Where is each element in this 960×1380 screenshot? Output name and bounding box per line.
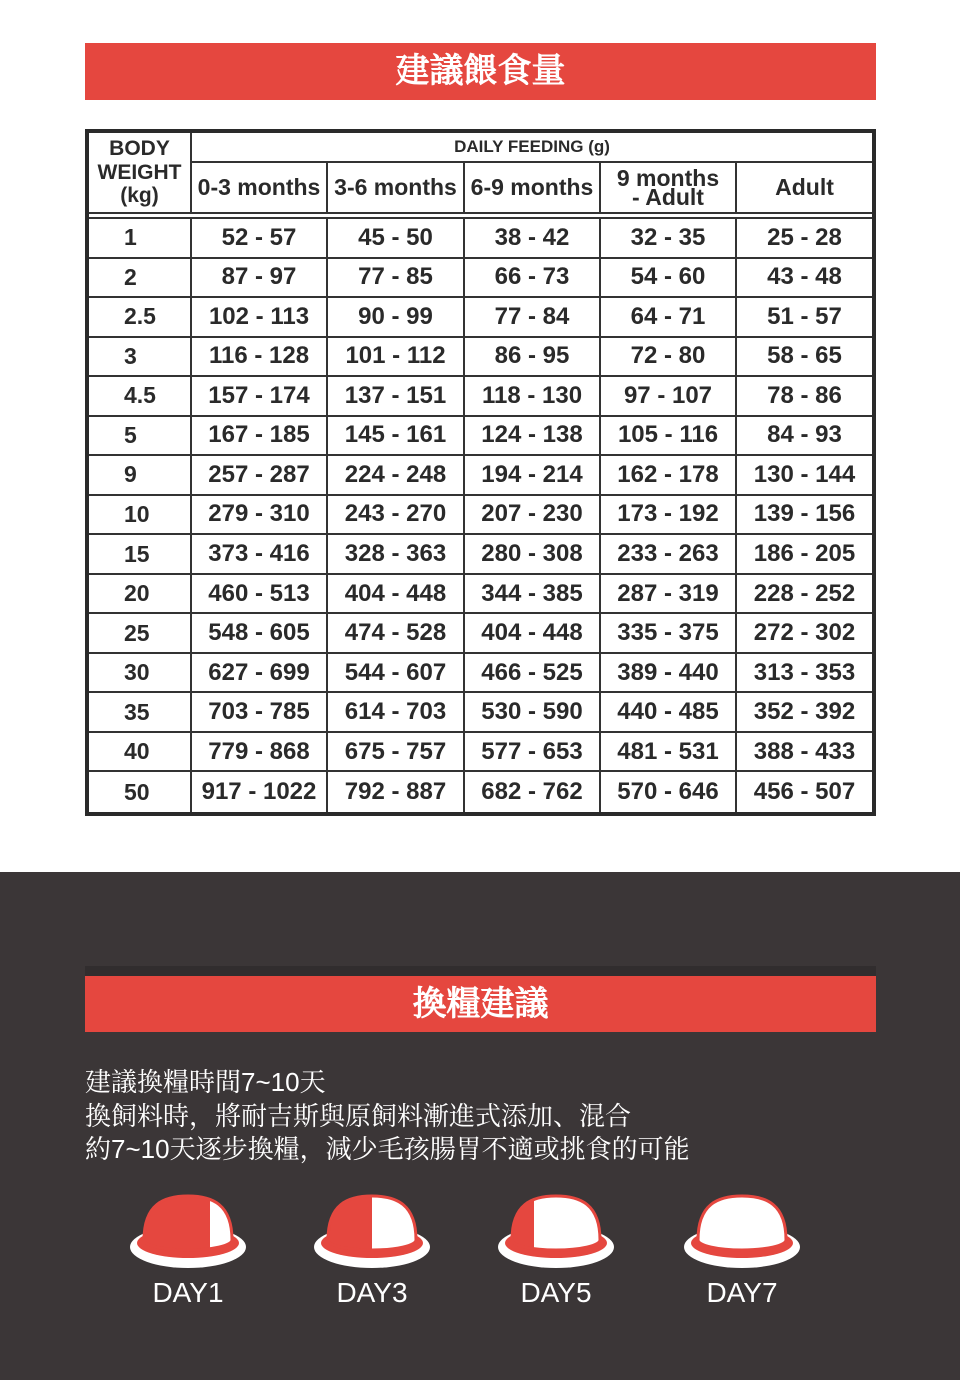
body-weight-cell: 35: [89, 693, 192, 733]
feeding-amount-cell: 233 - 263: [601, 535, 737, 575]
step-day-label: DAY1: [152, 1277, 224, 1308]
feeding-amount-cell: 130 - 144: [737, 456, 872, 496]
feeding-amount-cell: 186 - 205: [737, 535, 872, 575]
transition-step: [496, 1190, 616, 1310]
feeding-amount-cell: 102 - 113: [192, 298, 328, 338]
feeding-amount-cell: 45 - 50: [328, 219, 465, 259]
feeding-amount-cell: 167 - 185: [192, 417, 328, 457]
feeding-amount-cell: 66 - 73: [465, 259, 601, 299]
feeding-amount-cell: 51 - 57: [737, 298, 872, 338]
feeding-amount-cell: 54 - 60: [601, 259, 737, 299]
feeding-amount-cell: 139 - 156: [737, 496, 872, 536]
feeding-amount-cell: 84 - 93: [737, 417, 872, 457]
feeding-amount-cell: 779 - 868: [192, 733, 328, 773]
feeding-amount-cell: 77 - 85: [328, 259, 465, 299]
age-column-header-line: - Adult: [632, 183, 704, 210]
food-bowl-icon: [312, 1190, 432, 1272]
body-weight-cell: 2.5: [89, 298, 192, 338]
age-column-header-line: 0-3 months: [197, 174, 321, 200]
body-weight-cell: 15: [89, 535, 192, 575]
age-column-header-line: Adult: [775, 174, 834, 200]
feeding-guide-title: 建議餵食量: [395, 52, 566, 90]
feeding-amount-cell: 207 - 230: [465, 496, 601, 536]
feeding-amount-cell: 481 - 531: [601, 733, 737, 773]
age-column-header-line: 6-9 months: [470, 174, 594, 200]
feeding-amount-cell: 105 - 116: [601, 417, 737, 457]
body-weight-cell: 20: [89, 575, 192, 615]
feeding-amount-cell: 352 - 392: [737, 693, 872, 733]
feeding-amount-cell: 272 - 302: [737, 614, 872, 654]
feeding-amount-cell: 917 - 1022: [192, 772, 328, 812]
feeding-amount-cell: 224 - 248: [328, 456, 465, 496]
feeding-amount-cell: 32 - 35: [601, 219, 737, 259]
body-weight-header-line: WEIGHT: [97, 160, 182, 184]
transition-guide-title: 換糧建議: [412, 985, 549, 1023]
transition-step: [128, 1190, 248, 1310]
age-column-header-line: 3-6 months: [334, 174, 457, 200]
age-column-header: [328, 163, 465, 212]
food-bowl-icon: [128, 1190, 248, 1272]
feeding-amount-cell: 64 - 71: [601, 298, 737, 338]
body-weight-cell: 10: [89, 496, 192, 536]
feeding-amount-cell: 280 - 308: [465, 535, 601, 575]
feeding-amount-cell: 335 - 375: [601, 614, 737, 654]
banner-shadow: [85, 966, 876, 976]
feeding-amount-cell: 544 - 607: [328, 654, 465, 694]
feeding-amount-cell: 243 - 270: [328, 496, 465, 536]
transition-step: [312, 1190, 432, 1310]
feeding-amount-cell: 116 - 128: [192, 338, 328, 378]
body-weight-header-line: (kg): [120, 184, 159, 208]
feeding-amount-cell: 388 - 433: [737, 733, 872, 773]
feeding-amount-cell: 101 - 112: [328, 338, 465, 378]
food-bowl-icon: [496, 1190, 616, 1272]
daily-feeding-header: DAILY FEEDING (g): [192, 133, 872, 163]
feeding-amount-cell: 328 - 363: [328, 535, 465, 575]
age-column-header: [601, 163, 737, 212]
food-bowl-icon: [682, 1190, 802, 1272]
feeding-amount-cell: 530 - 590: [465, 693, 601, 733]
feeding-amount-cell: 194 - 214: [465, 456, 601, 496]
feeding-amount-cell: 157 - 174: [192, 377, 328, 417]
feeding-amount-cell: 614 - 703: [328, 693, 465, 733]
feeding-amount-cell: 58 - 65: [737, 338, 872, 378]
transition-guide-banner: [85, 976, 876, 1032]
body-weight-cell: 5: [89, 417, 192, 457]
age-column-header: [737, 163, 872, 212]
feeding-amount-cell: 279 - 310: [192, 496, 328, 536]
feeding-amount-cell: 703 - 785: [192, 693, 328, 733]
feeding-amount-cell: 792 - 887: [328, 772, 465, 812]
transition-step: [682, 1190, 802, 1310]
feeding-amount-cell: 389 - 440: [601, 654, 737, 694]
feeding-amount-cell: 404 - 448: [328, 575, 465, 615]
header-divider: [89, 212, 872, 219]
step-day-label: DAY3: [336, 1277, 408, 1308]
feeding-amount-cell: 97 - 107: [601, 377, 737, 417]
feeding-amount-cell: 72 - 80: [601, 338, 737, 378]
feeding-amount-cell: 440 - 485: [601, 693, 737, 733]
feeding-amount-cell: 466 - 525: [465, 654, 601, 694]
description-line: 建議換糧時間7~10天: [85, 1067, 326, 1097]
age-column-header: [465, 163, 601, 212]
bowl-food-red-portion: [682, 1190, 698, 1272]
feeding-amount-cell: 460 - 513: [192, 575, 328, 615]
body-weight-cell: 1: [89, 219, 192, 259]
feeding-amount-cell: 77 - 84: [465, 298, 601, 338]
feeding-amount-cell: 627 - 699: [192, 654, 328, 694]
step-day-label: DAY5: [520, 1277, 592, 1308]
feeding-amount-cell: 682 - 762: [465, 772, 601, 812]
body-weight-cell: 2: [89, 259, 192, 299]
feeding-amount-cell: 38 - 42: [465, 219, 601, 259]
feeding-guide-banner: [85, 43, 876, 100]
body-weight-header: [89, 133, 192, 212]
feeding-amount-cell: 577 - 653: [465, 733, 601, 773]
feeding-amount-cell: 145 - 161: [328, 417, 465, 457]
age-column-header: [192, 163, 328, 212]
feeding-amount-cell: 86 - 95: [465, 338, 601, 378]
feeding-amount-cell: 287 - 319: [601, 575, 737, 615]
feeding-amount-cell: 137 - 151: [328, 377, 465, 417]
body-weight-cell: 4.5: [89, 377, 192, 417]
feeding-amount-cell: 344 - 385: [465, 575, 601, 615]
body-weight-cell: 40: [89, 733, 192, 773]
age-column-header-line: 9 months: [616, 164, 720, 191]
feeding-amount-cell: 548 - 605: [192, 614, 328, 654]
body-weight-cell: 25: [89, 614, 192, 654]
feeding-amount-cell: 313 - 353: [737, 654, 872, 694]
feeding-amount-cell: 675 - 757: [328, 733, 465, 773]
feeding-amount-cell: 456 - 507: [753, 778, 856, 806]
body-weight-cell: 3: [89, 338, 192, 378]
body-weight-header-line: BODY: [109, 137, 170, 161]
feeding-amount-cell: 162 - 178: [601, 456, 737, 496]
feeding-amount-cell: 52 - 57: [192, 219, 328, 259]
feeding-amount-cell: 90 - 99: [328, 298, 465, 338]
feeding-amount-cell: 25 - 28: [737, 219, 872, 259]
step-day-label: DAY7: [706, 1277, 778, 1308]
feeding-amount-cell: 257 - 287: [192, 456, 328, 496]
feeding-amount-cell: 474 - 528: [328, 614, 465, 654]
feeding-amount-cell: 228 - 252: [737, 575, 872, 615]
description-line: 換飼料時，將耐吉斯與原飼料漸進式添加、混合: [85, 1100, 632, 1131]
body-weight-cell: 30: [89, 654, 192, 694]
feeding-amount-cell: 570 - 646: [601, 772, 737, 812]
body-weight-cell: 9: [89, 456, 192, 496]
transition-description: [85, 1066, 690, 1167]
feeding-amount-cell: 124 - 138: [465, 417, 601, 457]
description-line: 約7~10天逐步換糧，減少毛孩腸胃不適或挑食的可能: [85, 1134, 690, 1164]
body-weight-cell: 50: [89, 772, 192, 812]
feeding-amount-cell: 87 - 97: [192, 259, 328, 299]
feeding-amount-cell: 173 - 192: [601, 496, 737, 536]
feeding-amount-cell: 43 - 48: [737, 259, 872, 299]
feeding-amount-cell: 373 - 416: [192, 535, 328, 575]
feeding-amount-cell: 78 - 86: [737, 377, 872, 417]
feeding-table: [85, 129, 876, 816]
feeding-amount-cell: 118 - 130: [465, 377, 601, 417]
feeding-amount-cell: 404 - 448: [465, 614, 601, 654]
